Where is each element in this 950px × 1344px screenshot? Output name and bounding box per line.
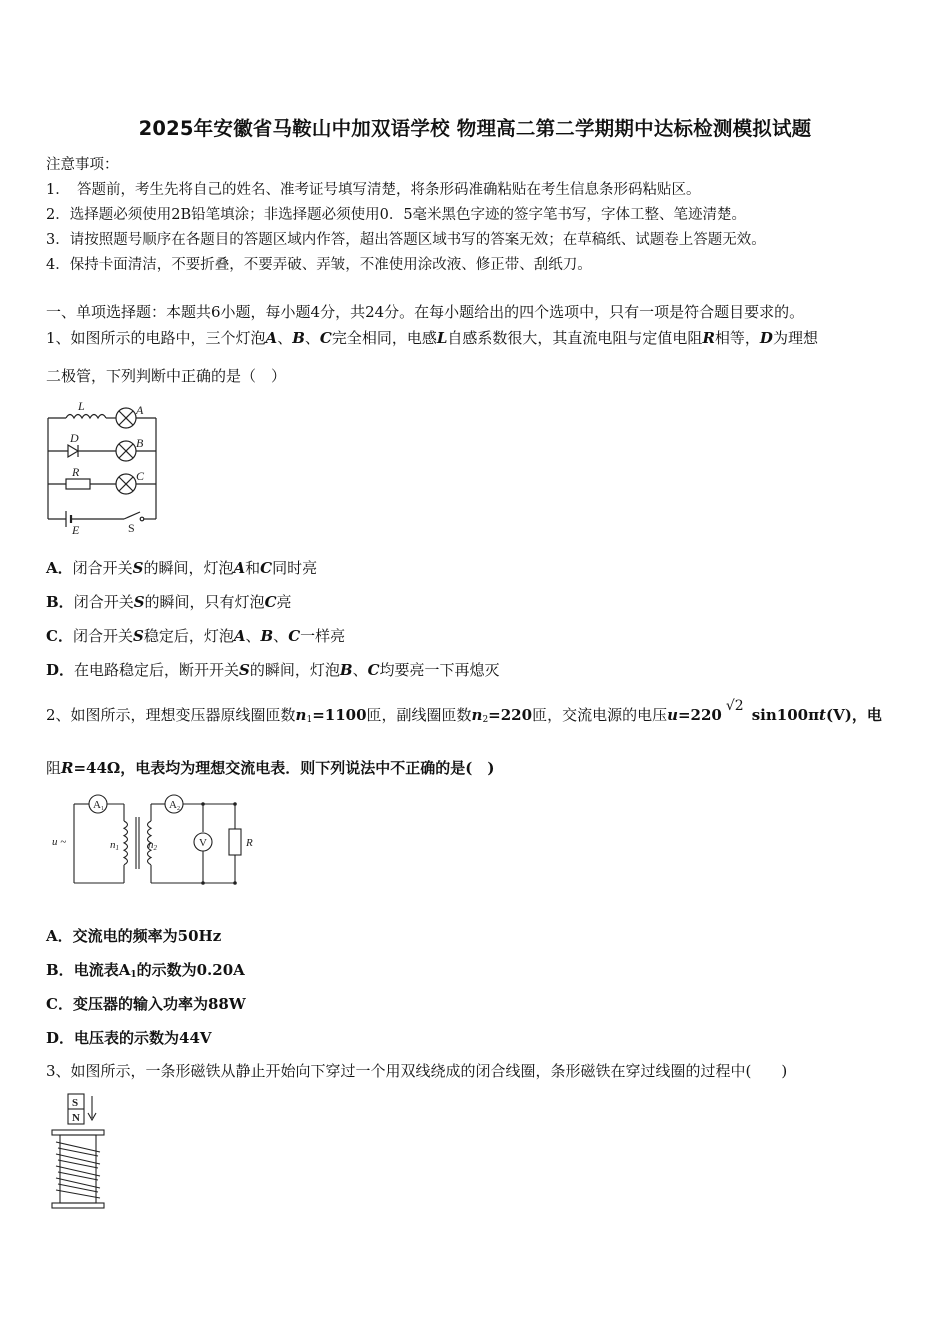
notice-1: 1． 答题前，考生先将自己的姓名、准考证号填写清楚，将条形码准确粘贴在考生信息条形码粘贴区。 [46, 182, 701, 198]
notice-3: 3．请按照题号顺序在各题目的答题区域内作答，超出答题区域书写的答案无效；在草稿纸、试题卷上答题无效。 [46, 232, 766, 248]
notice-heading: 注意事项： [46, 157, 119, 173]
q2-option-a: A．交流电的频率为50Hz [46, 927, 222, 945]
q1-stem-line2: 二极管，下列判断中正确的是（ ） [46, 367, 287, 385]
q2-fig-label-u: u ~ [52, 836, 67, 848]
q2-option-c: C．变压器的输入功率为88W [46, 995, 246, 1013]
q1-fig-label-S: S [128, 521, 135, 535]
q2-transformer-figure [48, 793, 268, 889]
q2-option-b: B．电流表$A_1$的示数为0.20A [46, 961, 245, 980]
q1-fig-label-R: R [72, 465, 80, 479]
magnet-north-label: N [72, 1112, 80, 1124]
q1-option-c: C．闭合开关S稳定后，灯泡A、B、C一样亮 [46, 627, 346, 645]
q1-circuit-figure [40, 396, 170, 536]
sqrt2: √2 [725, 698, 744, 714]
section-heading: 一、单项选择题：本题共6小题，每小题4分，共24分。在每小题给出的四个选项中，只有一项是符合题目要求的。 [46, 303, 805, 321]
q2-stem-line2: 阻R=44Ω，电表均为理想交流电表．则下列说法中不正确的是( ) [46, 759, 495, 777]
q1-option-b: B．闭合开关S的瞬间，只有灯泡C亮 [46, 593, 292, 611]
page-title: 2025年安徽省马鞍山中加双语学校 物理高二第二学期期中达标检测模拟试题 [138, 117, 812, 140]
q1-stem-line1: 1、如图所示的电路中，三个灯泡A、B、C完全相同，电感L自感系数很大，其直流电阻与定值电阻R相等，D为理想 [46, 329, 818, 347]
q2-option-d: D．电压表的示数为44V [46, 1029, 212, 1047]
q1-option-d: D．在电路稳定后，断开开关S的瞬间，灯泡B、C均要亮一下再熄灭 [46, 661, 500, 679]
q2-fig-label-n2: n2 [148, 839, 157, 852]
notice-2: 2．选择题必须使用2B铅笔填涂；非选择题必须使用0．5毫米黑色字迹的签字笔书写，字体工整、笔迹清楚。 [46, 207, 747, 223]
q3-magnet-coil-figure [44, 1092, 114, 1212]
q1-fig-label-B: B [136, 436, 144, 450]
notice-4: 4．保持卡面清洁，不要折叠，不要弄破、弄皱，不准使用涂改液、修正带、刮纸刀。 [46, 257, 592, 273]
q1-fig-label-L: L [78, 399, 85, 413]
q1-fig-label-E: E [72, 523, 80, 536]
q1-fig-label-D: D [70, 431, 79, 445]
magnet-south-label: S [72, 1097, 79, 1109]
ammeter-a1-icon: A1 [93, 799, 104, 812]
q2-fig-label-R: R [246, 837, 253, 849]
q3-stem: 3、如图所示，一条形磁铁从静止开始向下穿过一个用双线绕成的闭合线圈，条形磁铁在穿过线圈的过程中( ) [46, 1062, 788, 1080]
q2-stem-line1: 2、如图所示，理想变压器原线圈匝数$n_1=1100$匝，副线圈匝数$n_2=220$匝，交流电源的电压u=220 √2 sin100πt(V)，电 [46, 698, 882, 725]
q1-option-a: A．闭合开关S的瞬间，灯泡A和C同时亮 [46, 559, 318, 577]
q1-fig-label-C: C [136, 469, 145, 483]
q1-fig-label-A: A [136, 403, 144, 417]
ammeter-a2-icon: A2 [169, 799, 180, 812]
voltmeter-icon: V [199, 837, 207, 849]
q2-fig-label-n1: n1 [110, 839, 119, 852]
